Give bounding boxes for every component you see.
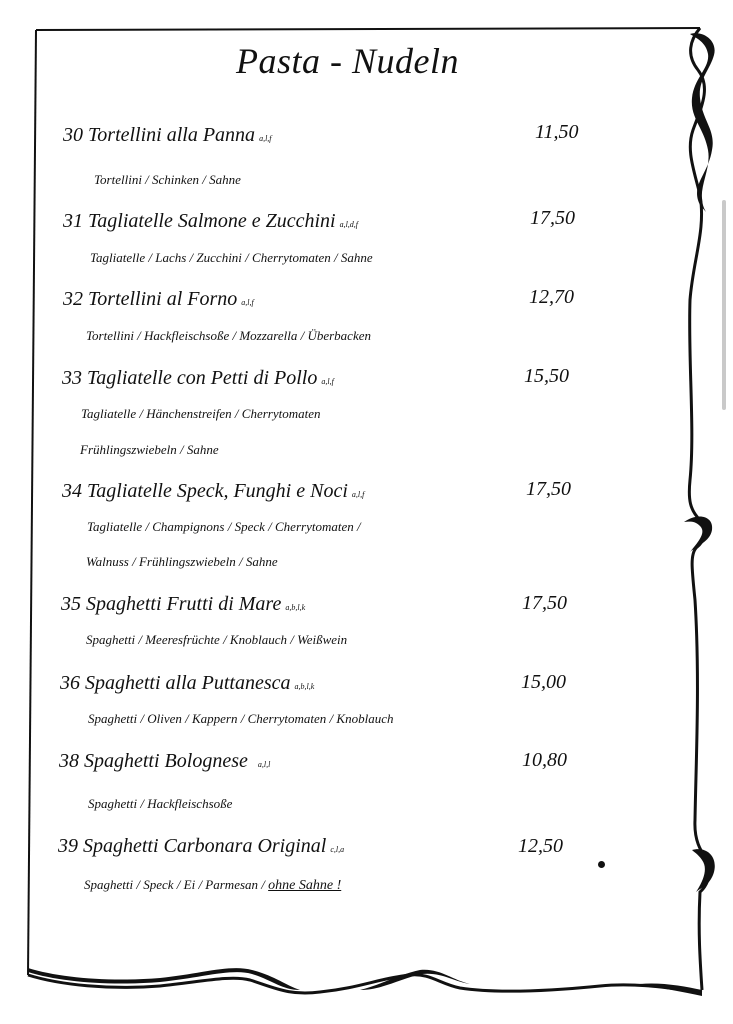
item-name: Spaghetti Frutti di Mare	[86, 593, 282, 615]
item-price: 11,50	[535, 121, 579, 143]
item-price: 17,50	[526, 478, 571, 500]
menu-item-name	[59, 750, 270, 773]
item-name: Tortellini al Forno	[88, 288, 238, 310]
allergen-codes: a,b,l,k	[285, 603, 306, 612]
allergen-codes: a,l,f	[259, 134, 272, 143]
no-cream-note: ohne Sahne !	[268, 878, 342, 893]
item-name: Spaghetti Carbonara Original	[83, 835, 327, 857]
menu-item-name	[62, 480, 364, 503]
item-number: 33	[62, 367, 82, 389]
page-title: Pasta - Nudeln	[236, 41, 459, 81]
item-description-line2: Frühlingszwiebeln / Sahne	[80, 442, 219, 457]
item-name: Tagliatelle Speck, Funghi e Noci	[87, 480, 348, 502]
allergen-codes: a,l,l	[257, 760, 271, 769]
item-price: 12,70	[529, 286, 574, 308]
item-description: Tortellini / Schinken / Sahne	[94, 172, 241, 187]
item-number: 31	[63, 210, 83, 232]
item-name: Tagliatelle con Petti di Pollo	[87, 367, 318, 389]
allergen-codes: c,l,a	[330, 845, 345, 854]
item-name: Tagliatelle Salmone e Zucchini	[88, 210, 336, 232]
item-description: Spaghetti / Hackfleischsoße	[88, 796, 233, 811]
item-price: 10,80	[522, 749, 567, 771]
item-description: Tagliatelle / Hänchenstreifen / Cherrytomaten	[81, 406, 321, 421]
item-description: Tagliatelle / Lachs / Zucchini / Cherrytomaten / Sahne	[90, 250, 373, 265]
item-number: 36	[60, 672, 80, 694]
item-name: Spaghetti alla Puttanesca	[85, 672, 291, 694]
scrollbar-thumb[interactable]	[722, 200, 726, 410]
item-description: Spaghetti / Oliven / Kappern / Cherrytomaten / Knoblauch	[88, 711, 394, 726]
item-description: Tagliatelle / Champignons / Speck / Cherrytomaten /	[87, 519, 361, 534]
item-number: 30	[63, 124, 83, 146]
item-number: 34	[62, 480, 82, 502]
allergen-codes: a,l,f	[241, 298, 254, 307]
item-price: 12,50	[518, 835, 563, 857]
item-name: Spaghetti Bolognese	[84, 750, 248, 772]
item-number: 32	[63, 288, 83, 310]
allergen-codes: a,b,l,k	[294, 682, 315, 691]
item-number: 38	[59, 750, 79, 772]
item-description	[84, 877, 341, 894]
description-text: Spaghetti / Speck / Ei / Parmesan /	[84, 877, 269, 892]
menu-item-name	[63, 288, 254, 311]
item-price: 15,00	[521, 671, 566, 693]
allergen-codes: a,l,f	[351, 490, 365, 499]
menu-item-name	[58, 835, 344, 858]
item-description-line2: Walnuss / Frühlingszwiebeln / Sahne	[86, 554, 278, 569]
menu-item-name	[60, 672, 314, 695]
menu-item-name	[62, 367, 334, 390]
item-number: 39	[58, 835, 78, 857]
allergen-codes: a,l,f	[321, 377, 334, 386]
item-description: Tortellini / Hackfleischsoße / Mozzarella / Überbacken	[86, 328, 371, 343]
allergen-codes: a,l,d,f	[339, 220, 359, 229]
menu-item-name	[63, 124, 272, 147]
menu-item-name	[61, 593, 305, 616]
item-description: Spaghetti / Meeresfrüchte / Knoblauch / Weißwein	[86, 632, 348, 647]
decorative-dot	[598, 861, 605, 868]
item-price: 17,50	[530, 207, 575, 229]
item-price: 17,50	[522, 592, 567, 614]
item-number: 35	[61, 593, 81, 615]
menu-item-name	[63, 210, 358, 233]
item-price: 15,50	[524, 365, 569, 387]
item-name: Tortellini alla Panna	[88, 124, 256, 146]
